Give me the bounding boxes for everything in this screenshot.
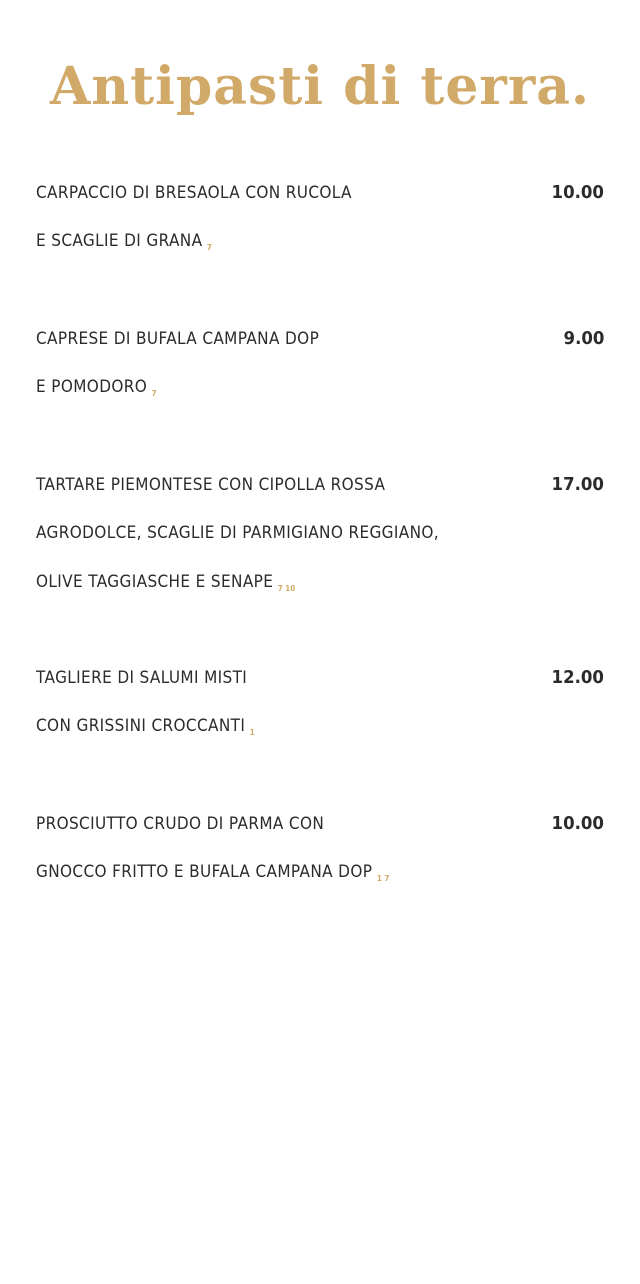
item-description-text: E POMODORO <box>36 377 148 397</box>
item-description-line: TARTARE PIEMONTESE CON CIPOLLA ROSSA <box>36 475 386 495</box>
item-price: 12.00 <box>551 667 604 688</box>
menu-title: Antipasti di terra. <box>49 56 591 117</box>
item-description-line <box>36 230 212 259</box>
item-price: 17.00 <box>551 474 604 495</box>
item-description-line: CAPRESE DI BUFALA CAMPANA DOP <box>36 329 320 349</box>
item-description-text: E SCAGLIE DI GRANA <box>36 231 203 251</box>
item-description-line: PROSCIUTTO CRUDO DI PARMA CON <box>36 814 325 834</box>
item-description-line <box>36 715 255 744</box>
item-description-line: CARPACCIO DI BRESAOLA CON RUCOLA <box>36 183 352 203</box>
item-description-line <box>36 571 295 600</box>
item-description-line: AGRODOLCE, SCAGLIE DI PARMIGIANO REGGIANO, <box>36 523 440 543</box>
item-description-text: CON GRISSINI CROCCANTI <box>36 716 246 736</box>
item-description-line <box>36 861 389 890</box>
allergen-codes: 7 <box>151 389 157 398</box>
allergen-codes: 1 <box>249 728 255 737</box>
item-description-line <box>36 376 157 405</box>
item-description-line: TAGLIERE DI SALUMI MISTI <box>36 668 248 688</box>
item-price: 10.00 <box>551 813 604 834</box>
item-description-text: OLIVE TAGGIASCHE E SENAPE <box>36 572 274 592</box>
allergen-codes: 7 10 <box>277 584 296 593</box>
allergen-codes: 7 <box>206 243 212 252</box>
item-description-text: GNOCCO FRITTO E BUFALA CAMPANA DOP <box>36 862 373 882</box>
item-price: 9.00 <box>563 328 604 349</box>
item-price: 10.00 <box>551 182 604 203</box>
allergen-codes: 1 7 <box>376 874 390 883</box>
